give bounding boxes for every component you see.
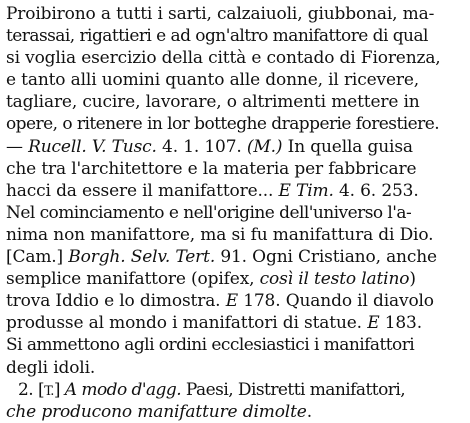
text-run: [Cam.]: [6, 247, 69, 268]
citation-source: Rucell. V. Tusc.: [28, 136, 157, 157]
sense-number: 2. [: [18, 379, 45, 400]
text-run: Nel cominciamento e nell'origine dell'universo l'a-: [6, 202, 412, 223]
text-line: [6, 224, 462, 246]
text-run: semplice manifattore (opifex,: [6, 269, 260, 290]
text-run: tagliare, cucire, lavorare, o altrimenti mettere in: [6, 92, 420, 113]
text-run: si voglia esercizio della città e contado di Fiorenza,: [6, 48, 441, 69]
editorial-note: così il testo latino: [259, 269, 410, 290]
text-line: [6, 136, 462, 158]
text-run: hacci da essere il manifattore...: [6, 180, 279, 201]
text-run: —: [6, 136, 29, 157]
citation-marker: (M.): [246, 136, 283, 157]
text-line: [6, 47, 462, 69]
text-run: produsse al mondo i manifattori di statue.: [6, 313, 368, 334]
usage-label: A modo d'agg.: [64, 379, 182, 400]
text-line: [6, 202, 462, 224]
text-run: opere, o ritenere in lor botteghe drapperie forestiere.: [6, 114, 440, 135]
citation-ref: 4. 6. 253.: [333, 180, 419, 201]
text-line: [6, 3, 462, 25]
citation-source: Borgh. Selv. Tert.: [68, 247, 216, 268]
text-run: ]: [53, 379, 65, 400]
text-run: nima non manifattore, ma si fu manifattura di Dio.: [6, 224, 434, 245]
sense-heading-line: [6, 379, 462, 401]
text-run: Si ammettono agli ordini ecclesiastici i manifattori: [6, 335, 415, 356]
text-line: [6, 290, 462, 312]
text-line: [6, 401, 462, 423]
citation-source: E: [225, 291, 238, 312]
text-run: .: [306, 401, 312, 422]
text-run: Proibirono a tutti i sarti, calzaiuoli, giubbonai, ma-: [6, 4, 435, 24]
text-line: [6, 25, 462, 47]
text-run: che tra l'architettore e la materia per fabbricare: [6, 158, 417, 179]
text-line: [6, 357, 462, 379]
text-line: [6, 334, 462, 356]
text-run: In quella guisa: [282, 136, 413, 157]
text-line: [6, 180, 462, 202]
citation-source: E Tim.: [278, 180, 334, 201]
citation-source: E: [367, 313, 380, 334]
text-line: [6, 246, 462, 268]
text-run: ): [409, 269, 416, 290]
text-run: e tanto alli uomini quanto alle donne, il ricevere,: [6, 70, 420, 91]
text-line: [6, 268, 462, 290]
text-line: [6, 69, 462, 91]
text-run: 178. Quando il diavolo: [237, 291, 434, 312]
gloss: che producono manifatture dimolte: [6, 401, 307, 422]
text-line: [6, 91, 462, 113]
text-run: terassai, rigattieri e ad ogn'altro manifattore di qual: [6, 26, 428, 47]
text-run: Paesi, Distretti manifattori,: [181, 379, 406, 400]
text-run: degli idoli.: [6, 357, 96, 378]
text-line: [6, 113, 462, 135]
text-line: [6, 158, 462, 180]
sense-tag: T.: [44, 383, 54, 399]
text-line: [6, 312, 462, 334]
citation-ref: 183.: [379, 313, 422, 334]
text-run: 91. Ogni Cristiano, anche: [215, 247, 437, 268]
citation-ref: 4. 1. 107.: [156, 136, 247, 157]
text-run: trova Iddio e lo dimostra.: [6, 291, 226, 312]
